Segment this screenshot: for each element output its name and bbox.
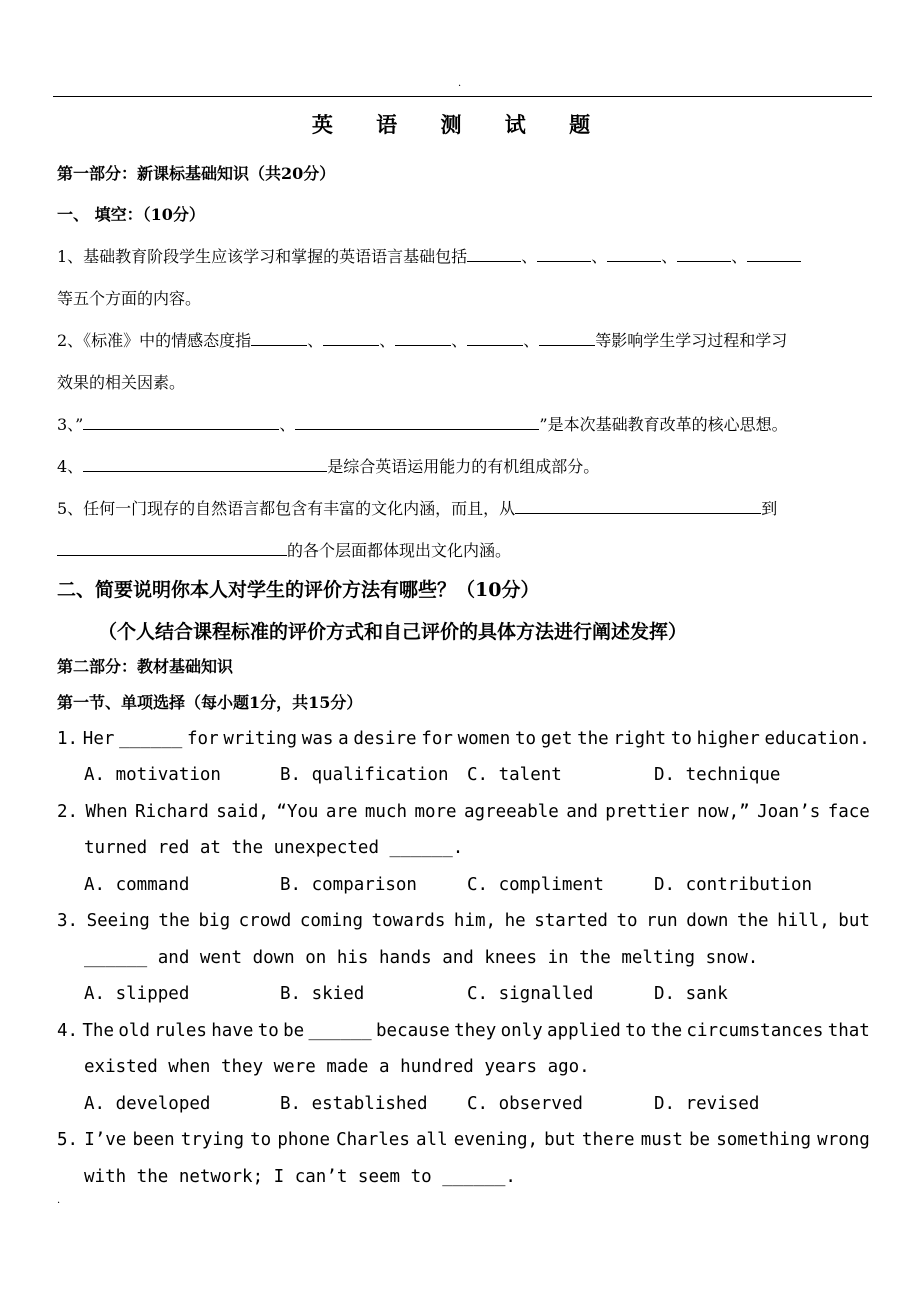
fill-q2-cont: 效果的相关因素。 — [57, 373, 186, 392]
word: Her — [82, 729, 115, 749]
word: When — [85, 802, 128, 822]
word: agreeable — [464, 802, 559, 822]
word: face — [827, 802, 870, 822]
word: because — [376, 1021, 450, 1041]
blank[interactable] — [515, 497, 761, 514]
word: evening, — [453, 1130, 539, 1150]
word: said, — [216, 802, 269, 822]
fill-q3: 3、” 、 ”是本次基础教育改革的核心思想。 — [57, 415, 788, 434]
mc-q4-option-c[interactable]: C. observed — [467, 1094, 583, 1114]
word: higher — [696, 729, 760, 749]
word: I’ve — [84, 1130, 127, 1150]
mc-q3-option-c[interactable]: C. signalled — [467, 984, 594, 1004]
word: wrong — [817, 1130, 870, 1150]
mc-q4-option-d[interactable]: D. revised — [654, 1094, 760, 1114]
word: hill, — [777, 911, 830, 931]
word: have — [211, 1021, 254, 1041]
word: the — [650, 1021, 683, 1041]
word: prettier — [605, 802, 690, 822]
word: to — [250, 1130, 272, 1150]
word: must — [640, 1130, 683, 1150]
word: the — [158, 911, 190, 931]
mc-q4-line1 — [57, 1018, 870, 1044]
mc-q1-option-d[interactable]: D. technique — [654, 765, 781, 785]
mc-q4-option-b[interactable]: B. established — [280, 1094, 428, 1114]
fill-q4: 4、 是综合英语运用能力的有机组成部分。 — [57, 457, 600, 476]
word: only — [500, 1021, 543, 1041]
section2-subheading: （个人结合课程标准的评价方式和自己评价的具体方法进行阐述发挥） — [98, 621, 688, 643]
mc-q2-option-d[interactable]: D. contribution — [654, 875, 813, 895]
word: The — [82, 1021, 114, 1041]
word: to — [670, 729, 692, 749]
word: was — [301, 729, 334, 749]
blank[interactable] — [539, 329, 595, 346]
section2-heading: 二、简要说明你本人对学生的评价方法有哪些？（10分） — [57, 579, 540, 601]
mc-q2-option-a[interactable]: A. command — [84, 875, 190, 895]
word: ______ — [119, 729, 183, 749]
mc-q4-line2: existed when they were made a hundred years ago. — [84, 1057, 590, 1077]
blank[interactable] — [747, 245, 801, 262]
mc-q1-option-b[interactable]: B. qualification — [280, 765, 449, 785]
word: trying — [180, 1130, 244, 1150]
fill-q1: 1、基础教育阶段学生应该学习和掌握的英语语言基础包括 、 、 、 、 — [57, 245, 801, 269]
word: 1. — [57, 729, 79, 749]
word: Charles — [336, 1130, 410, 1150]
word: run — [646, 911, 678, 931]
blank[interactable] — [295, 413, 539, 430]
word: but — [544, 1130, 576, 1150]
word: Seeing — [86, 911, 150, 931]
word: big — [198, 911, 231, 931]
word: 5. — [57, 1130, 79, 1150]
word: rules — [154, 1021, 207, 1041]
mc-q2-option-c[interactable]: C. compliment — [467, 875, 604, 895]
mc-q3-line1 — [57, 908, 870, 934]
mc-q3-option-d[interactable]: D. sank — [654, 984, 728, 1004]
word: crowd — [238, 911, 292, 931]
word: old — [118, 1021, 150, 1041]
blank[interactable] — [607, 245, 661, 262]
mc-q1-line1 — [57, 726, 870, 752]
mc-q5-line2: with the network; I can’t seem to ______. — [84, 1167, 516, 1187]
mc-q4-option-a[interactable]: A. developed — [84, 1094, 211, 1114]
word: now,” — [696, 802, 750, 822]
mc-q1-option-c[interactable]: C. talent — [467, 765, 562, 785]
word: 4. — [57, 1021, 79, 1041]
word: that — [827, 1021, 870, 1041]
word: they — [454, 1021, 497, 1041]
mc-q1-option-a[interactable]: A. motivation — [84, 765, 221, 785]
mc-q2-line2: turned red at the unexpected ______. — [84, 838, 464, 858]
blank[interactable] — [395, 329, 451, 346]
word: he — [504, 911, 526, 931]
word: 2. — [57, 802, 79, 822]
word: more — [414, 802, 457, 822]
word: the — [736, 911, 769, 931]
word: all — [416, 1130, 448, 1150]
page-title: 英 语 测 试 题 — [311, 112, 609, 137]
word: writing — [223, 729, 298, 749]
blank[interactable] — [83, 413, 279, 430]
word: something — [716, 1130, 812, 1150]
mc-q2-line1 — [57, 799, 870, 825]
word: down — [686, 911, 729, 931]
word: 3. — [57, 911, 79, 931]
word: started — [534, 911, 608, 931]
blank[interactable] — [467, 329, 523, 346]
word: “You — [276, 802, 319, 822]
word: a — [338, 729, 349, 749]
blank[interactable] — [57, 539, 287, 556]
header-mark: · — [458, 81, 462, 92]
mc-q3-option-a[interactable]: A. slipped — [84, 984, 190, 1004]
word: towards — [371, 911, 446, 931]
word: Richard — [135, 802, 209, 822]
word: there — [581, 1130, 635, 1150]
word: be — [283, 1021, 305, 1041]
word: been — [132, 1130, 175, 1150]
word: to — [625, 1021, 647, 1041]
word: to — [514, 729, 537, 749]
word: Joan’s — [757, 802, 821, 822]
header-rule — [53, 96, 872, 97]
mc-q2-option-b[interactable]: B. comparison — [280, 875, 417, 895]
word: be — [689, 1130, 711, 1150]
word: education. — [764, 729, 870, 749]
word: to — [616, 911, 638, 931]
blank[interactable] — [677, 245, 731, 262]
word: women — [457, 729, 511, 749]
fill-q5: 5、任何一门现存的自然语言都包含有丰富的文化内涵，而且，从 到 — [57, 499, 778, 518]
word: coming — [299, 911, 364, 931]
word: for — [421, 729, 453, 749]
blank[interactable] — [537, 245, 591, 262]
mc-q5-line1 — [57, 1127, 870, 1153]
part2-heading: 第二部分：教材基础知识 — [57, 657, 234, 676]
word: much — [364, 802, 408, 822]
blank[interactable] — [83, 455, 327, 472]
part1-heading: 第一部分：新课标基础知识（共20分） — [57, 164, 336, 183]
fill-q1-cont: 等五个方面的内容。 — [57, 289, 202, 308]
word: but — [838, 911, 870, 931]
mc-q3-line2: ______ and went down on his hands and knees in the melting snow. — [84, 948, 759, 968]
word: are — [325, 802, 358, 822]
mc-q3-option-b[interactable]: B. skied — [280, 984, 365, 1004]
section1-heading: 一、 填空：（10分） — [57, 205, 205, 224]
word: for — [187, 729, 219, 749]
word: the — [577, 729, 609, 749]
fill-q2: 2、《标准》中的情感态度指 、 、 、 、 等影响学生学习过程和学习 — [57, 331, 788, 350]
blank[interactable] — [467, 245, 521, 262]
word: applied — [547, 1021, 621, 1041]
part2-section1-heading: 第一节、单项选择（每小题1分，共15分） — [57, 693, 363, 712]
blank[interactable] — [323, 329, 379, 346]
word: phone — [277, 1130, 330, 1150]
word: him, — [453, 911, 497, 931]
blank[interactable] — [251, 329, 307, 346]
word: to — [257, 1021, 279, 1041]
fill-q5-cont: 的各个层面都体现出文化内涵。 — [57, 539, 511, 563]
word: and — [566, 802, 598, 822]
word: desire — [353, 729, 417, 749]
footer-mark: · — [57, 1198, 61, 1209]
word: circumstances — [686, 1021, 824, 1041]
word: get — [540, 729, 573, 749]
word: ______ — [308, 1021, 372, 1041]
word: right — [613, 729, 667, 749]
